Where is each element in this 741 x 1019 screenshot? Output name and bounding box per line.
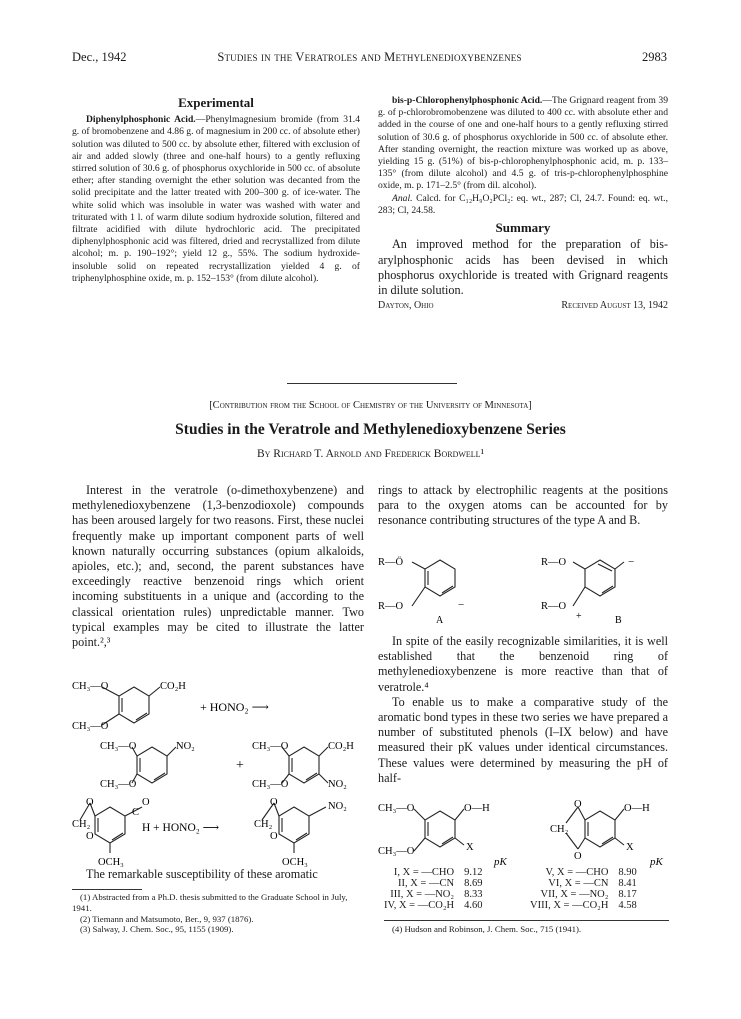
label-r-o: R—O [541, 557, 567, 568]
label-och3: OCH₃ [98, 857, 124, 868]
section-divider [287, 383, 457, 384]
experimental-right-column [378, 95, 668, 316]
intro-paragraph: Interest in the veratrole (o-dimethoxybenzene) and methylenedioxybenzene (1,3-benzodioxole) compounds has been aroused largely for two reasons. First, these nuclei frequently make up important component parts of well known naturally occurring substances (opium alkaloids, apioles, etc.); and, second, the parent substances have exceedingly reactive benzenoid rings which orient incoming substituents in a unique and (according to the classical orientation rules) unpredictable manner. Two typical examples may be cited to illustrate the latter point.²,³ [72, 483, 364, 650]
article-authors: By Richard T. Arnold and Frederick Bordwell¹ [256, 448, 485, 460]
label-oh: O—H [624, 803, 650, 814]
pk-value: 4.58 [618, 900, 637, 911]
label-pk: pK [650, 856, 663, 868]
table-row [382, 867, 484, 878]
label-hono2: + HONO₂ ⟶ [200, 700, 269, 714]
label-o: O [574, 851, 582, 862]
label-co2h: CO₂H [328, 741, 354, 752]
footnotes-left [72, 889, 364, 935]
pk-value: 8.41 [618, 878, 637, 889]
experimental-left-column [72, 95, 360, 285]
footnote-rule [72, 889, 142, 890]
label-minus: − [628, 556, 635, 568]
label-x: X [626, 842, 634, 853]
footnote-4: (4) Hudson and Robinson, J. Chem. Soc., 715 (1941). [392, 924, 582, 934]
label-pk: pK [494, 856, 507, 868]
pk-value: 8.69 [464, 878, 483, 889]
footnote-1: (1) Abstracted from a Ph.D. thesis submitted to the Graduate School in July, 1941. [72, 892, 348, 913]
header-title: Studies in the Veratroles and Methylenedioxybenzenes [217, 50, 522, 64]
label-h-hono2: H + HONO₂ ⟶ [142, 822, 220, 834]
body-right-column [378, 483, 668, 529]
method-paragraph: To enable us to make a comparative study of the aromatic bond types in these two series we have prepared a number of substituted phenols (I–IX below) and have measured their pK values under identical circumstances. These values were determined by measuring the pH of half- [378, 694, 668, 785]
compound-id: III, X = —NO₂ [390, 889, 455, 900]
compound-id: I, X = —CHO [393, 867, 455, 878]
paragraph-text: —Phenylmagnesium bromide (from 31.4 g. of bromobenzene and 4.86 g. of magnesium in 200 cc. of absolute ether) solution was diluted to 500 cc. by absolute ether, filtered with exclusion of air and added slowly (three and one-half hours) to a gently refluxing stirred solution of 30.6 g. of phosphorus oxychloride in 500 cc. of absolute ether; after standing overnight the ether solution was decanted from the solid precipitate and the latter treated with 200–300 g. of ice-water. The white solid which was insoluble in water was washed with water and triturated with 1 l. of warm dilute sodium hydroxide solution, filtered and filtrate acidified with dilute hydrochloric acid. The precipitated diphenylphosphonic acid was filtered, dried and recrystallized from dilute alcohol; m. p. 190–192°; yield 12 g., 55%. The sodium hydroxide-insoluble solid on repeated recrystallization yielded 4 g. of triphenylphosphine oxide, m. p. 152–153° (from dilute alcohol). [72, 114, 360, 284]
label-ch3o: CH₃—O [378, 846, 415, 857]
footnote-rule [384, 920, 669, 921]
pk-value: 8.33 [464, 889, 483, 900]
pk-value: 9.12 [464, 867, 483, 878]
label-ch3o: CH₃—O [72, 681, 109, 692]
footnote-3: (3) Salway, J. Chem. Soc., 95, 1155 (1909). [80, 924, 234, 935]
label-o: O [574, 799, 582, 810]
label-o: O [142, 797, 150, 808]
label-ch3o: CH₃—O [252, 741, 289, 752]
label-o: O [270, 831, 278, 842]
compound-title: Diphenylphosphonic Acid. [86, 114, 196, 126]
label-ch3o: CH₃—O [378, 803, 415, 814]
label-ch3o: CH₃—O [252, 779, 289, 790]
label-plus: + [236, 758, 244, 773]
compound-id: VIII, X = —CO₂H [530, 900, 609, 911]
table-row [382, 878, 484, 889]
pk-value: 4.60 [464, 900, 483, 911]
compound-id: VI, X = —CN [548, 878, 609, 889]
label-structure-b: B [615, 615, 622, 626]
label-no2: NO₂ [176, 741, 195, 752]
experimental-paragraph-2 [378, 95, 668, 193]
body-right-continued [378, 634, 668, 786]
phenol-structures [378, 797, 668, 869]
susceptibility-paragraph: The remarkable susceptibility of these aromatic [86, 867, 318, 881]
label-ch3o: CH₃—O [100, 779, 137, 790]
label-ch3o: CH₃—O [100, 741, 137, 752]
anal-calcd: Calcd. for C₁₂H₉O₂PCl₂: eq. wt., 287; Cl, 24.7. [416, 192, 605, 204]
summary-heading: Summary [495, 220, 551, 236]
anal-label: Anal. [392, 192, 413, 204]
table-row [382, 900, 484, 911]
body-left-continued [72, 867, 364, 882]
label-o: O [86, 831, 94, 842]
label-o: O [86, 797, 94, 808]
table-row [528, 900, 639, 911]
label-o: O [270, 797, 278, 808]
summary-signature [378, 300, 668, 316]
label-no2: NO₂ [328, 779, 347, 790]
label-co2h: CO₂H [160, 681, 186, 692]
label-plus: + [576, 611, 582, 622]
summary-text: An improved method for the preparation of bis-arylphosphonic acids has been devised in which phosphorus oxychloride is treated with Grignard reagents in dilute solution. [378, 237, 668, 298]
label-r-o: R—O [541, 601, 567, 612]
summary-place: Dayton, Ohio [378, 299, 434, 311]
table-row [528, 889, 639, 900]
reaction-scheme [72, 675, 364, 870]
resonance-structures [378, 546, 668, 628]
label-ch2: CH₂ [72, 819, 91, 830]
summary-received: Received August 13, 1942 [561, 299, 668, 311]
reactivity-paragraph: In spite of the easily recognizable similarities, it is well established that the benzenoid ring of methylenedioxybenzene is more reactive than that of veratrole.⁴ [378, 634, 668, 694]
label-x: X [466, 842, 474, 853]
label-r-o-plus: R—Ö [378, 557, 404, 568]
compound-id: II, X = —CN [397, 878, 455, 889]
running-header [72, 50, 667, 66]
label-oh: O—H [464, 803, 490, 814]
experimental-heading: Experimental [178, 95, 254, 110]
label-ch2: CH₂ [254, 819, 273, 830]
pk-value: 8.90 [618, 867, 637, 878]
footnotes-right [384, 920, 669, 935]
anal-found: Found: eq. wt., 283; Cl, 24.58. [378, 192, 668, 216]
pk-table-right [528, 867, 639, 911]
label-ch3o: CH₃—O [72, 721, 109, 732]
experimental-paragraph-1 [72, 114, 360, 285]
pk-table-left [382, 867, 484, 911]
table-row [528, 867, 639, 878]
page-number: 2983 [642, 50, 667, 64]
label-minus: − [458, 599, 465, 611]
analysis-line [378, 193, 668, 217]
pk-value: 8.17 [618, 889, 637, 900]
paragraph-text: —The Grignard reagent from 39 g. of p-chlorobromobenzene was diluted to 400 cc. with absolute ether and added in the course of one and one-half hours to a gently refluxing stirred solution of 30.6 g. of phosphorus oxychloride in 500 cc. of absolute ether. After standing overnight, the reaction mixture was worked up as above, yielding 15 g. (51%) of bis-p-chlorophenylphosphonic acid, m. p. 133–135° (from dilute alcohol) and 4.5 g. of tris-p-chlorophenylphosphine oxide, m. p. 171–2.5° (from dil. alcohol). [378, 95, 668, 192]
body-left-column [72, 483, 364, 650]
footnote-2: (2) Tiemann and Matsumoto, Ber., 9, 937 (1876). [80, 913, 254, 924]
compound-title: bis-p-Chlorophenylphosphonic Acid. [392, 95, 543, 106]
label-ch2: CH₂ [550, 824, 569, 835]
article-title: Studies in the Veratrole and Methylenedioxybenzene Series [175, 421, 566, 438]
resonance-paragraph: rings to attack by electrophilic reagents at the positions para to the oxygen atoms can be accounted for by resonance contributing structures of the type A and B. [378, 483, 668, 528]
compound-id: V, X = —CHO [545, 867, 609, 878]
compound-id: IV, X = —CO₂H [384, 900, 455, 911]
label-no2: NO₂ [328, 801, 347, 812]
header-date: Dec., 1942 [72, 50, 127, 64]
label-r-o: R—O [378, 601, 404, 612]
label-c: C [132, 807, 140, 818]
label-structure-a: A [436, 615, 444, 626]
table-row [528, 878, 639, 889]
contribution-line: [Contribution from the School of Chemistry of the University of Minnesota] [209, 400, 532, 411]
label-och3: OCH₃ [282, 857, 308, 868]
compound-id: VII, X = —NO₂ [540, 889, 609, 900]
table-row [382, 889, 484, 900]
